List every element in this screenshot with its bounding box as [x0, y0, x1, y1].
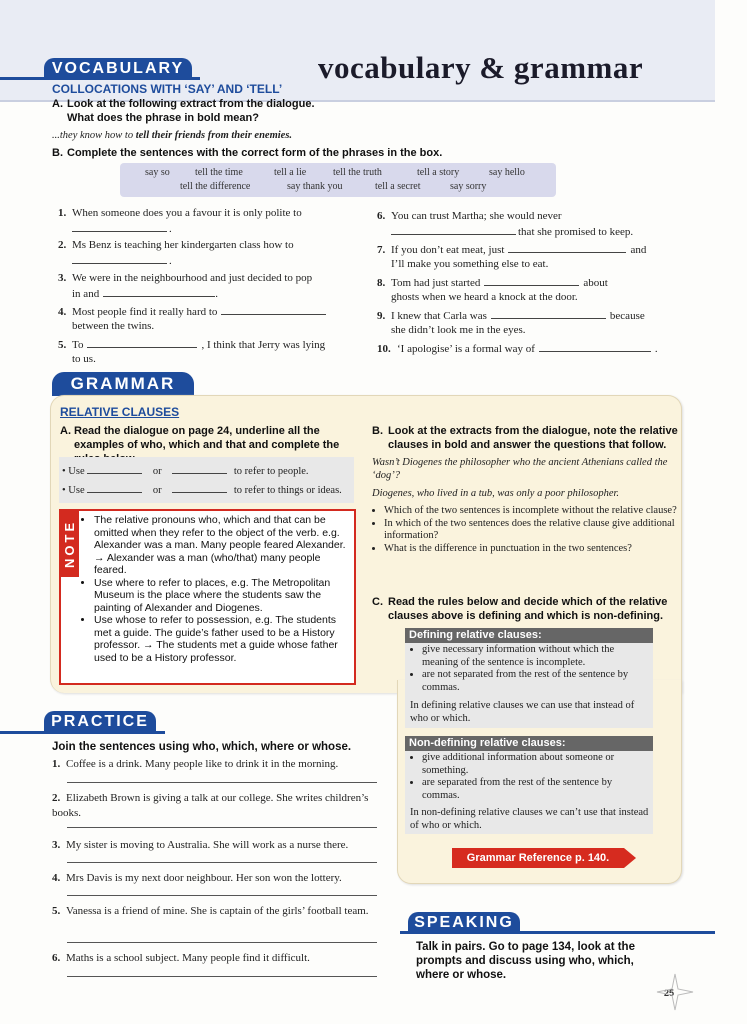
vocab-item-line2-text: in and	[72, 288, 100, 300]
vocab-item-text-end: about	[583, 277, 608, 289]
defining-items	[410, 644, 650, 694]
speaking-tab-underline	[400, 931, 715, 934]
grammar-reference-button[interactable]: Grammar Reference p. 140.	[452, 848, 624, 868]
note-text	[82, 514, 348, 664]
vocab-item-line2	[391, 257, 548, 272]
vocab-item-text: When someone does you a favour it is only polite to	[72, 207, 302, 219]
period: .	[215, 288, 218, 300]
vocab-item-number: 1.	[58, 207, 67, 219]
page-title: vocabulary & grammar	[318, 50, 644, 85]
practice-answer-line[interactable]	[67, 827, 377, 828]
extract-2: Diogenes, who lived in a tub, was only a poor philosopher.	[372, 488, 620, 499]
question-3: • What is the difference in punctuation in the two sentences?	[384, 543, 677, 556]
vocab-answer-blank[interactable]	[87, 337, 197, 348]
vocab-item-line2	[391, 290, 578, 305]
grammar-questions	[372, 505, 677, 555]
vocab-item-text: Tom had just started	[391, 277, 481, 289]
vocab-answer-blank[interactable]	[484, 275, 579, 286]
nondef-items	[410, 752, 650, 802]
vocab-item	[58, 206, 302, 221]
phrase: say sorry	[450, 181, 487, 192]
practice-item-text: Mrs Davis is my next door neighbour. Her son won the lottery.	[66, 872, 342, 884]
vocab-item-line2-text: .	[169, 255, 172, 267]
practice-item-text: My sister is moving to Australia. She will work as a nurse there.	[66, 839, 349, 851]
rule-blank-3[interactable]	[87, 482, 142, 493]
vocab-item-number: 2.	[58, 239, 67, 251]
rule-blank-2[interactable]	[172, 463, 227, 474]
vocab-item-line2	[391, 224, 633, 240]
practice-tab: PRACTICE	[44, 711, 156, 733]
vocab-item	[377, 308, 645, 324]
phrase: tell the time	[195, 167, 243, 178]
practice-item-number: 6.	[52, 952, 61, 964]
note-item-1: • The relative pronouns who, which and that can be omitted when they refer to the object of the verb. e.g. Alexander was a man. Many people feared Alexander. → Alexander was a man (who/that) many people feared.	[94, 514, 348, 577]
practice-item-number: 1.	[52, 758, 61, 770]
vocab-item-line2	[72, 319, 154, 334]
practice-item	[52, 871, 377, 886]
vocab-item-line2-text: .	[169, 223, 172, 235]
vocab-answer-blank[interactable]	[539, 341, 651, 352]
vocab-item	[58, 304, 330, 320]
vocab-a-instruction: Look at the following extract from the dialogue. What does the phrase in bold mean?	[67, 98, 315, 124]
nondef-note: In non-defining relative clauses we can’t use that instead of who or which.	[410, 807, 649, 831]
practice-answer-line[interactable]	[67, 976, 377, 977]
vocab-a-label: A.	[52, 98, 63, 110]
vocab-answer-blank[interactable]	[491, 308, 606, 319]
vocab-answer-blank[interactable]	[221, 304, 326, 315]
vocab-item-line2-text: I’ll make you something else to eat.	[391, 258, 549, 270]
vocab-item-line2-text: between the twins.	[72, 320, 155, 332]
practice-item-number: 5.	[52, 905, 61, 917]
practice-item	[52, 951, 377, 966]
page-number: 25	[664, 988, 675, 998]
practice-item-number: 2.	[52, 792, 61, 804]
vocab-item-line2	[72, 253, 172, 269]
vocab-item-number: 10.	[377, 343, 391, 355]
vocab-answer-blank[interactable]	[391, 224, 516, 235]
note-item-3: • Use whose to refer to possession, e.g. The students met a guide. The guide’s father used to be a History professor. → The students met a guide whose father used to be a History professor.	[94, 614, 348, 664]
vocab-item-line2	[72, 221, 172, 237]
vocab-b-label: B.	[52, 147, 63, 159]
vocab-item	[377, 209, 562, 224]
speaking-instruction: Talk in pairs. Go to page 134, look at the prompts and discuss using who, which, where or whose.	[416, 941, 635, 981]
vocab-item-text: If you don’t eat meat, just	[391, 244, 505, 256]
vocab-item-text-end: .	[654, 343, 658, 355]
grammar-a-text: Read the dialogue on page 24, underline all the examples of who, which and that and complete the	[74, 425, 340, 451]
rule-things	[62, 482, 342, 498]
practice-item-number: 4.	[52, 872, 61, 884]
vocab-item-line2-text: that she promised to keep.	[518, 226, 634, 238]
vocab-item-text: To	[72, 339, 84, 351]
nondef-item-1: • give additional information about someone or something.	[422, 752, 650, 777]
grammar-c-instruction: Read the rules below and decide which of the relative clauses above is defining and which is non-defining.	[388, 596, 668, 622]
vocab-item-number: 7.	[377, 244, 386, 256]
vocab-item-line2-text: to us.	[72, 353, 96, 365]
phrase: say so	[145, 167, 170, 178]
phrase: say thank you	[287, 181, 343, 192]
vocab-item-number: 9.	[377, 310, 386, 322]
defining-item-1: • give necessary information without which the meaning of the sentence is incomplete.	[422, 644, 650, 669]
vocab-item	[377, 275, 608, 291]
question-2: • In which of the two sentences does the relative clause give additional information?	[384, 518, 677, 543]
vocab-item-number: 5.	[58, 339, 67, 351]
compass-star-icon	[655, 972, 695, 1012]
vocab-item-text: Most people find it really hard to	[72, 306, 218, 318]
vocab-item-line2	[72, 286, 218, 302]
practice-item	[52, 791, 377, 821]
practice-item-text: Vanessa is a friend of mine. She is captain of the girls’ football team.	[66, 905, 369, 917]
vocab-item-number: 4.	[58, 306, 67, 318]
vocab-item-text: I knew that Carla was	[391, 310, 487, 322]
vocab-item-line2-text: she didn’t look me in the eyes.	[391, 324, 526, 336]
grammar-subtitle: RELATIVE CLAUSES	[60, 405, 180, 419]
vocab-item	[58, 337, 325, 353]
vocab-item-text: You can trust Martha; she would never	[391, 210, 562, 222]
phrase: tell the difference	[180, 181, 251, 192]
vocab-item-text-end: and	[630, 244, 647, 256]
vocab-item-text: We were in the neighbourhood and just decided to pop	[72, 272, 313, 284]
defining-heading: Defining relative clauses:	[405, 628, 653, 643]
vocabulary-tab-underline	[0, 77, 200, 80]
grammar-a-label: A.	[60, 425, 71, 437]
vocab-item-text: ‘I apologise’ is a formal way of	[397, 343, 535, 355]
vocab-answer-blank[interactable]	[103, 286, 215, 297]
grammar-b-label: B.	[372, 425, 383, 437]
vocabulary-tab: VOCABULARY	[44, 58, 192, 79]
nondef-item-2: • are separated from the rest of the sentence by commas.	[422, 777, 650, 802]
practice-answer-line[interactable]	[67, 895, 377, 896]
use-word-1: • Use	[62, 466, 85, 477]
practice-answer-line[interactable]	[67, 782, 377, 783]
practice-answer-line[interactable]	[67, 862, 377, 863]
practice-item-number: 3.	[52, 839, 61, 851]
vocab-item	[377, 341, 658, 357]
vocab-item-line2	[72, 352, 96, 367]
practice-tab-underline	[0, 731, 165, 734]
speaking-tab: SPEAKING	[408, 912, 520, 934]
rule-blank-4[interactable]	[172, 482, 227, 493]
rule-people-end: to refer to people.	[233, 466, 309, 477]
practice-item-text: Coffee is a drink. Many people like to drink it in the morning.	[66, 758, 339, 770]
defining-note: In defining relative clauses we can use that instead of who or which.	[410, 700, 635, 724]
practice-item-text: Elizabeth Brown is giving a talk at our college. She writes children’s books.	[52, 792, 369, 819]
practice-item-text: Maths is a school subject. Many people find it difficult.	[66, 952, 310, 964]
nondef-heading: Non-defining relative clauses:	[405, 736, 653, 751]
vocab-b-instruction: Complete the sentences with the correct form of the phrases in the box.	[67, 147, 443, 159]
defining-item-2: • are not separated from the rest of the sentence by commas.	[422, 669, 650, 694]
phrase: tell a lie	[274, 167, 307, 178]
use-word-2: • Use	[62, 485, 85, 496]
phrase: tell the truth	[333, 167, 382, 178]
vocab-item-text-end: because	[609, 310, 645, 322]
question-1: • Which of the two sentences is incomplete without the relative clause?	[384, 505, 677, 518]
practice-item	[52, 757, 377, 772]
grammar-reference-arrow-icon	[624, 848, 636, 868]
vocab-item-number: 3.	[58, 272, 67, 284]
vocab-item-text: Ms Benz is teaching her kindergarten class how to	[72, 239, 294, 251]
extract-1: Wasn’t Diogenes the philosopher who the ancient Athenians called the ‘dog’?	[372, 457, 668, 481]
or-word-1: or	[152, 466, 162, 477]
vocab-item-text-end: , I think that Jerry was lying	[201, 339, 326, 351]
rule-blank-1[interactable]	[87, 463, 142, 474]
vocab-item-line2-text: ghosts when we heard a knock at the door.	[391, 291, 578, 303]
vocab-answer-blank[interactable]	[508, 242, 626, 253]
vocab-item-number: 8.	[377, 277, 386, 289]
phrase: tell a story	[417, 167, 460, 178]
note-item-2: • Use where to refer to places, e.g. The Metropolitan Museum is the place where the students saw the painting of Alexander and Diogenes.	[94, 577, 348, 615]
grammar-b-instruction: Look at the extracts from the dialogue, note the relative clauses in bold and answer the questions that follow.	[388, 425, 678, 451]
vocab-subtitle: COLLOCATIONS WITH ‘SAY’ AND ‘TELL’	[52, 82, 283, 96]
practice-item	[52, 838, 377, 853]
dialogue-extract	[52, 128, 292, 143]
phrase: tell a secret	[375, 181, 421, 192]
extract-pre: ...they know how to	[52, 130, 136, 141]
grammar-tab: GRAMMAR	[52, 372, 194, 396]
grammar-c-label: C.	[372, 596, 383, 608]
practice-answer-line[interactable]	[67, 942, 377, 943]
rule-people	[62, 463, 309, 479]
vocab-item-number: 6.	[377, 210, 386, 222]
extract-bold: tell their friends from their enemies.	[135, 130, 293, 141]
rule-things-end: to refer to things or ideas.	[233, 485, 342, 496]
vocab-item	[58, 271, 312, 286]
note-tab: NOTE	[61, 511, 79, 577]
vocab-item	[377, 242, 646, 258]
practice-item	[52, 904, 377, 919]
vocab-item	[58, 238, 294, 253]
vocab-answer-blank[interactable]	[72, 253, 167, 264]
practice-instruction: Join the sentences using who, which, where or whose.	[52, 741, 352, 753]
or-word-2: or	[152, 485, 162, 496]
phrase: say hello	[489, 167, 525, 178]
vocab-item-line2	[391, 323, 526, 338]
vocab-answer-blank[interactable]	[72, 221, 167, 232]
